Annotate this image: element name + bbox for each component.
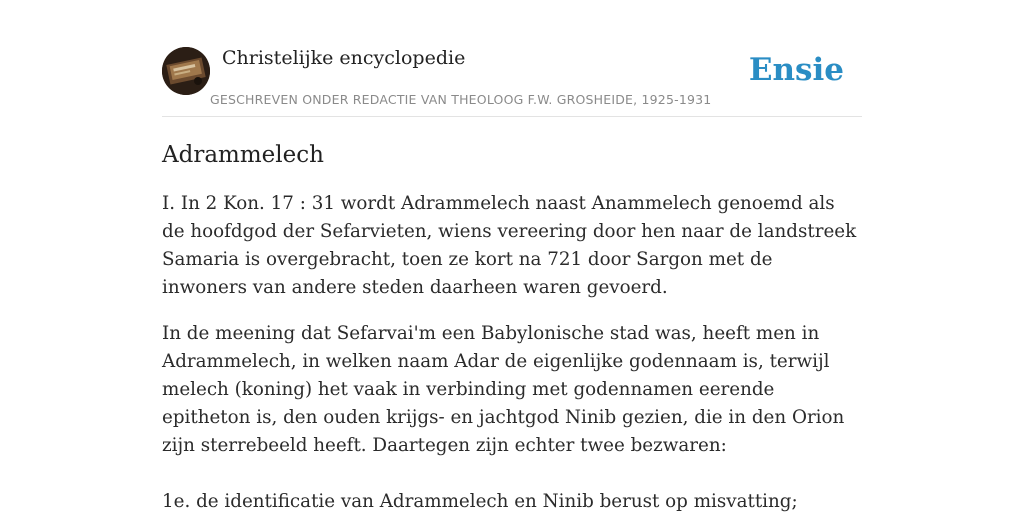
source-avatar[interactable]: [162, 47, 210, 95]
book-cover-icon: [162, 47, 210, 95]
article-paragraph: I. In 2 Kon. 17 : 31 wordt Adrammelech naast Anammelech genoemd als de hoofdgod der Sefarvieten, wiens vereering door hen naar de landstreek Samaria is overgebracht, toen ze kort na 721 door Sargon met de inwoners van andere steden daarheen waren gevoerd.: [162, 193, 857, 298]
article-paragraph: In de meening dat Sefarvai'm een Babylonische stad was, heeft men in Adrammelech, in welken naam Adar de eigenlijke godennaam is, terwijl melech (koning) het vaak in verbinding met godennamen eerende epitheton is, den ouden krijgs- en jachtgod Ninib gezien, die in den Orion zijn sterrebeeld heeft. Daartegen zijn echter twee bezwaren:: [162, 323, 845, 456]
article-title: Adrammelech: [162, 142, 324, 168]
ensie-logo-link[interactable]: Ensie: [748, 52, 844, 88]
source-subtitle: GESCHREVEN ONDER REDACTIE VAN THEOLOOG F.W. GROSHEIDE, 1925-1931: [210, 92, 712, 107]
source-header: [162, 46, 862, 117]
article-paragraph: 1e. de identificatie van Adrammelech en Ninib berust op misvatting;: [162, 491, 798, 512]
article: [162, 140, 862, 512]
source-title[interactable]: Christelijke encyclopedie: [222, 47, 466, 69]
